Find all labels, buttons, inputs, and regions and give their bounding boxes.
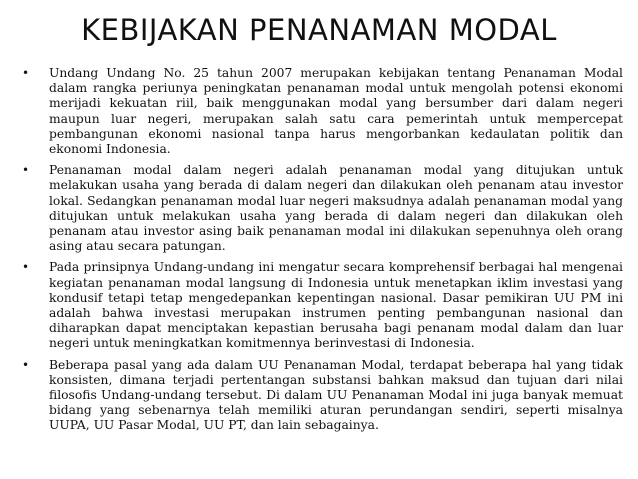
bullet-item-3	[18, 260, 623, 351]
bullet-marker: •	[22, 66, 30, 80]
bullet-marker: •	[22, 357, 30, 372]
bullet-list	[18, 66, 623, 440]
bullet-text: Undang Undang No. 25 tahun 2007 merupakan kebijakan tentang Penanaman Modal dalam rangka periunya peningkatan penanaman modal untuk mengolah potensi ekonomi merijadi kekuatan riil, baik menggunakan modal yang bersumber dari dalam negeri maupun luar negeri, merupakan salah satu cara pemerintah untuk mempercepat pembangunan ekonomi nasional tanpa harus mengorbankan kedaulatan politik dan ekonomi Indonesia.	[49, 66, 623, 157]
bullet-item-4	[18, 358, 623, 434]
slide-title: KEBIJAKAN PENANAMAN MODAL	[81, 13, 557, 47]
bullet-marker: •	[22, 163, 30, 178]
bullet-item-2	[18, 163, 623, 254]
bullet-text: Penanaman modal dalam negeri adalah penanaman modal yang ditujukan untuk melakukan usaha yang berada di dalam negeri dan dilakukan oleh penanam atau investor lokal. Sedangkan penanaman modal luar negeri maksudnya adalah penanaman modal yang ditujukan untuk melakukan usaha yang berada di dalam negeri dan dilakukan oleh penanam atau investor asing baik penanaman modal ini dilakukan sepenuhnya oleh orang asing atau secara patungan.	[49, 163, 623, 254]
bullet-text: Pada prinsipnya Undang-undang ini mengatur secara komprehensif berbagai hal mengenai kegiatan penanaman modal langsung di Indonesia untuk menetapkan iklim investasi yang kondusif tetapi tetap mengedepankan kepentingan nasional. Dasar pemikiran UU PM ini adalah bahwa investasi merupakan instrumen penting pembangunan nasional dan diharapkan dapat menciptakan kepastian berusaha bagi penanam modal dalam dan luar negeri untuk meningkatkan komitmennya berinvestasi di Indonesia.	[49, 260, 623, 351]
bullet-item-1	[18, 66, 623, 157]
bullet-marker: •	[22, 260, 30, 275]
bullet-text: Beberapa pasal yang ada dalam UU Penanaman Modal, terdapat beberapa hal yang tidak konsisten, dimana terjadi pertentangan substansi bahkan maksud dan tujuan dari nilai filosofis Undang-undang tersebut. Di dalam UU Penanaman Modal ini juga banyak memuat bidang yang sebenarnya telah memiliki aturan perundangan sendiri, seperti misalnya UUPA, UU Pasar Modal, UU PT, dan lain sebagainya.	[49, 357, 623, 433]
